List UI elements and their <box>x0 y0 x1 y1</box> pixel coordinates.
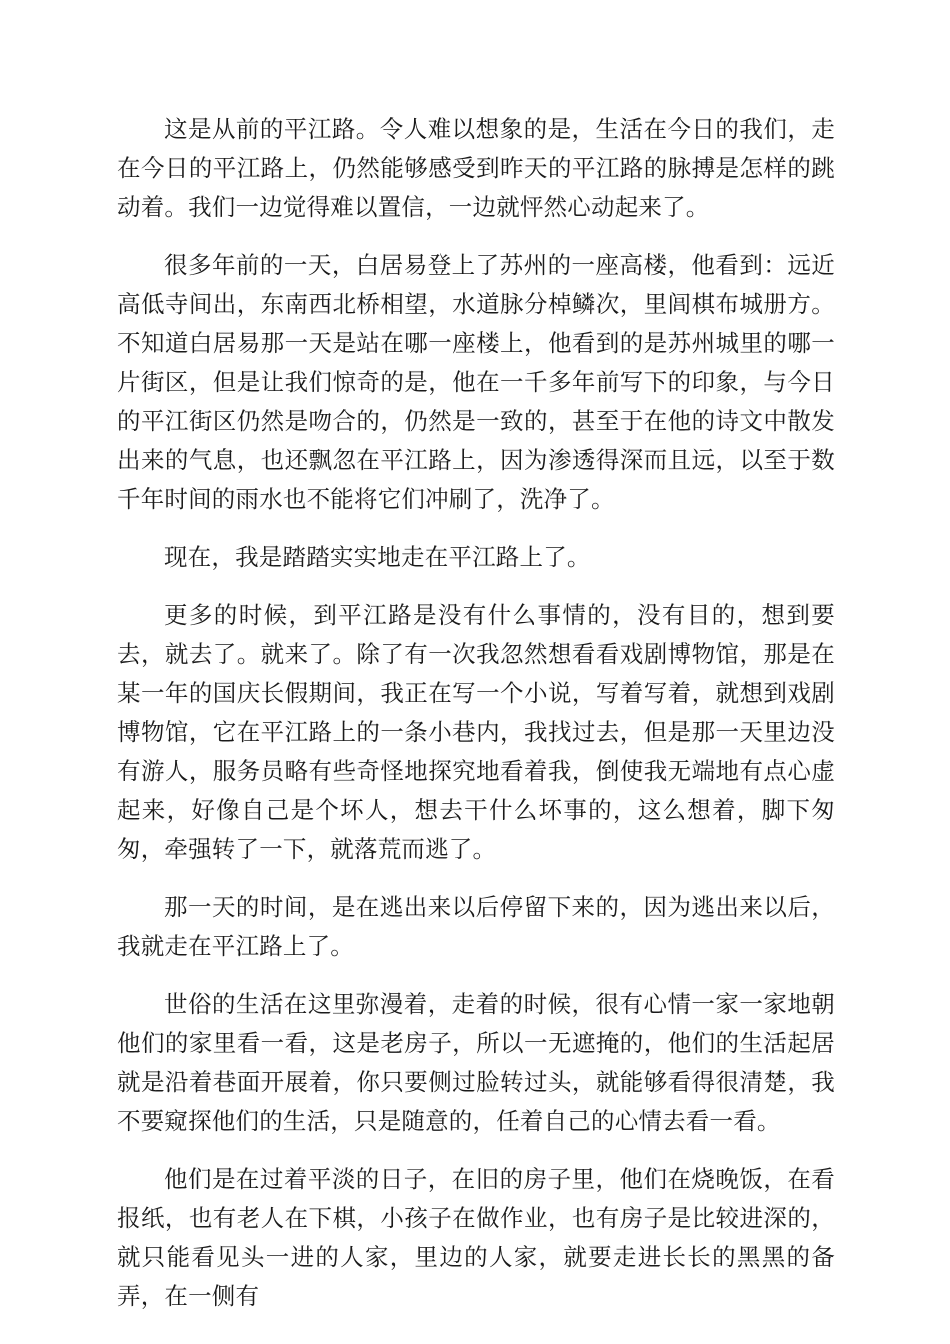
paragraph-5: 那一天的时间，是在逃出来以后停留下来的，因为逃出来以后，我就走在平江路上了。 <box>117 893 835 960</box>
paragraph-6: 世俗的生活在这里弥漫着，走着的时候，很有心情一家一家地朝他们的家里看一看，这是老房子，所以一无遮掩的，他们的生活起居就是沿着巷面开展着，你只要侧过脸转过头，就能够看得很清楚，我不要窥探他们的生活，只是随意的，任着自己的心情去看一看。 <box>117 990 835 1135</box>
paragraph-7: 他们是在过着平淡的日子，在旧的房子里，他们在烧晚饭，在看报纸，也有老人在下棋，小孩子在做作业，也有房子是比较进深的，就只能看见头一进的人家，里边的人家，就要走进长长的黑黑的备弄，在一侧有 <box>117 1165 835 1310</box>
paragraph-2: 很多年前的一天，白居易登上了苏州的一座高楼，他看到：远近高低寺间出，东南西北桥相望，水道脉分棹鳞次，里闾棋布城册方。不知道白居易那一天是站在哪一座楼上，他看到的是苏州城里的哪一片街区，但是让我们惊奇的是，他在一千多年前写下的印象，与今日的平江街区仍然是吻合的，仍然是一致的，甚至于在他的诗文中散发出来的气息，也还飘忽在平江路上，因为渗透得深而且远，以至于数千年时间的雨水也不能将它们冲刷了，洗净了。 <box>117 251 835 513</box>
article-body <box>117 110 835 1335</box>
paragraph-3: 现在，我是踏踏实实地走在平江路上了。 <box>164 543 591 571</box>
paragraph-4: 更多的时候，到平江路是没有什么事情的，没有目的，想到要去，就去了。就来了。除了有一次我忽然想看看戏剧博物馆，那是在某一年的国庆长假期间，我正在写一个小说，写着写着，就想到戏剧博物馆，它在平江路上的一条小巷内，我找过去，但是那一天里边没有游人，服务员略有些奇怪地探究地看着我，倒使我无端地有点心虚起来，好像自己是个坏人，想去干什么坏事的，这么想着，脚下匆匆，牵强转了一下，就落荒而逃了。 <box>117 601 835 863</box>
paragraph-1: 这是从前的平江路。令人难以想象的是，生活在今日的我们，走在今日的平江路上，仍然能够感受到昨天的平江路的脉搏是怎样的跳动着。我们一边觉得难以置信，一边就怦然心动起来了。 <box>117 115 835 221</box>
